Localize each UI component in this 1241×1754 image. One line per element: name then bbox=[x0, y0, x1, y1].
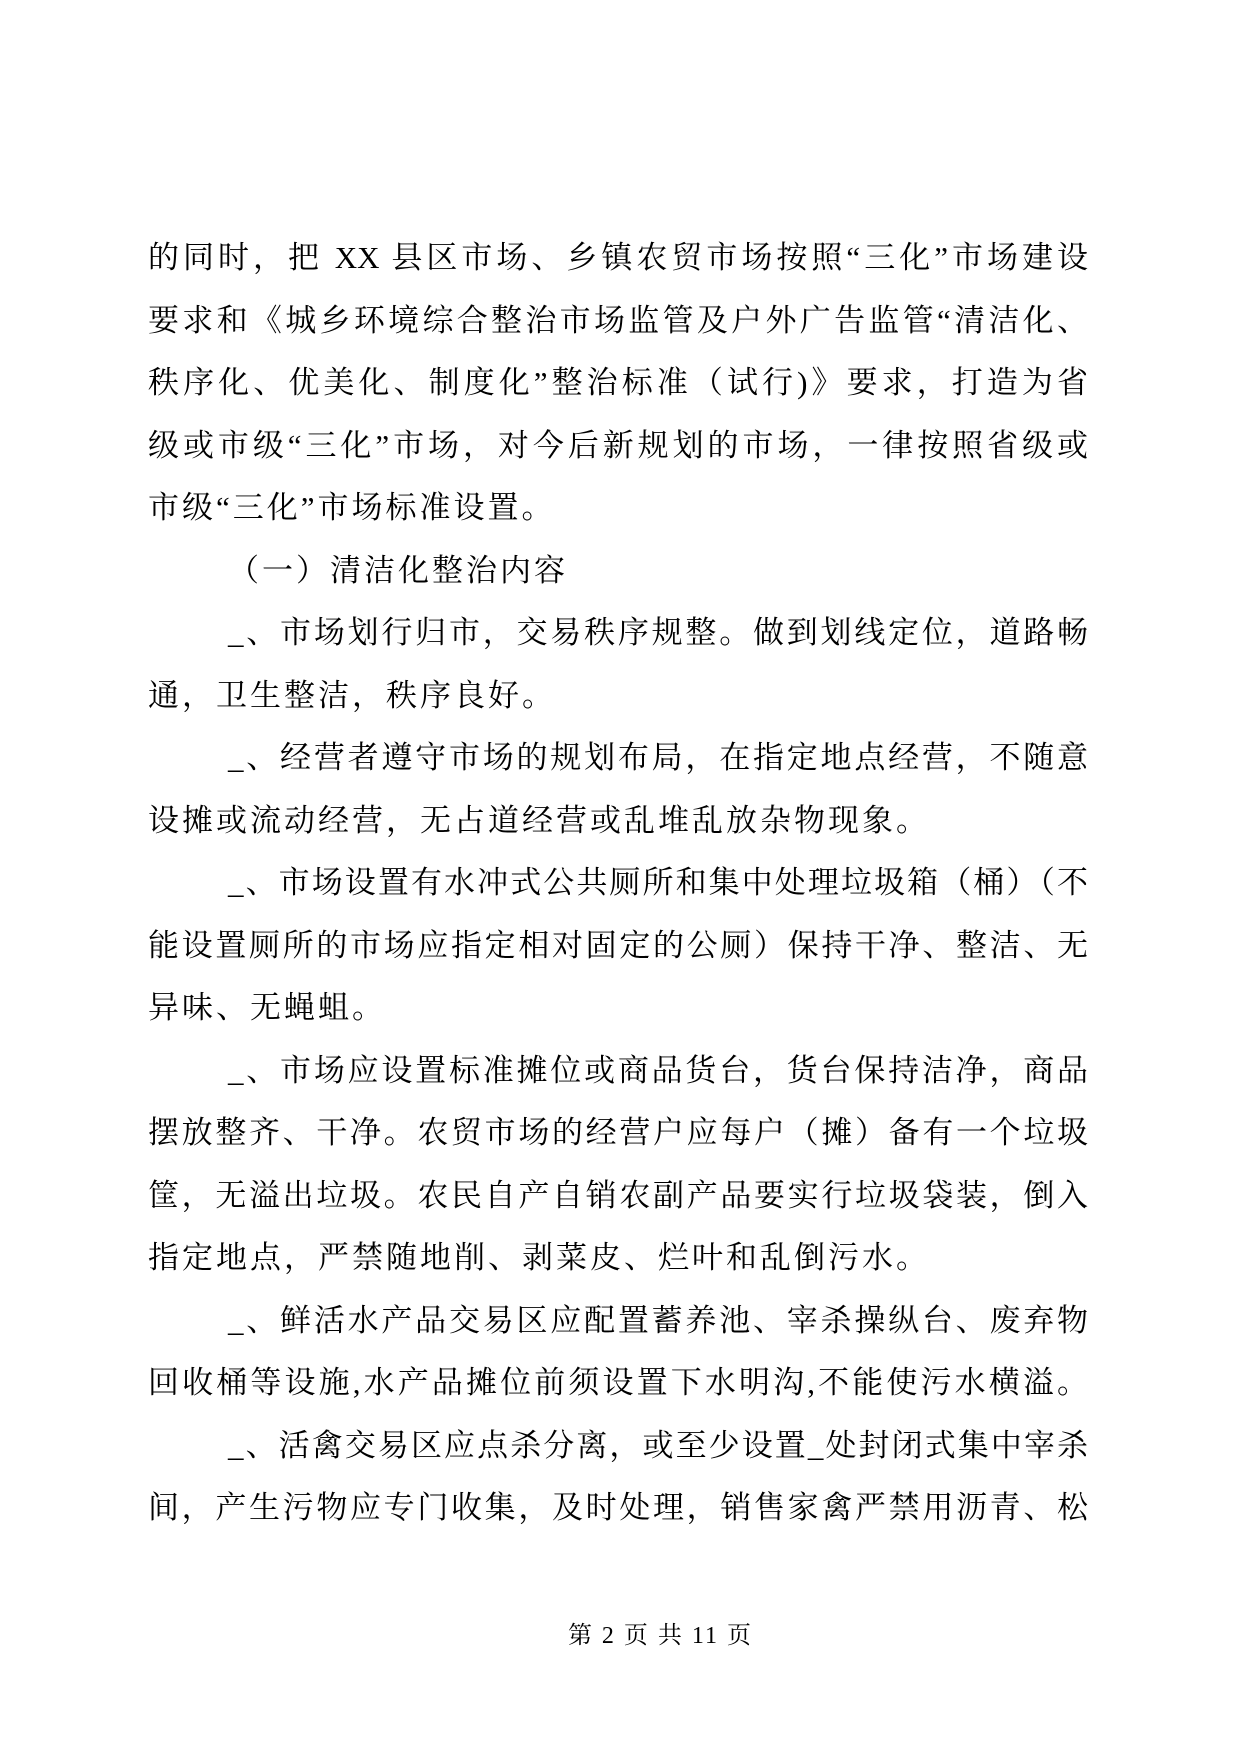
page-footer bbox=[40, 1621, 1241, 1651]
text-line: 指定地点，严禁随地削、剥菜皮、烂叶和乱倒污水。 bbox=[148, 1240, 930, 1275]
text-line: （一）清洁化整治内容 bbox=[228, 552, 568, 588]
text-line: 摆放整齐、干净。农贸市场的经营户应每户（摊）备有一个垃圾 bbox=[148, 1115, 1088, 1150]
text-line: 间，产生污物应专门收集，及时处理，销售家禽严禁用沥青、松 bbox=[148, 1490, 1088, 1525]
text-line: 的同时，把 XX 县区市场、乡镇农贸市场按照“三化”市场建设 bbox=[148, 240, 1088, 275]
text-line: _、市场设置有水冲式公共厕所和集中处理垃圾箱（桶）（不 bbox=[228, 865, 1088, 900]
text-line: _、市场划行归市，交易秩序规整。做到划线定位，道路畅 bbox=[228, 615, 1088, 650]
text-line: 筐，无溢出垃圾。农民自产自销农副产品要实行垃圾袋装，倒入 bbox=[148, 1177, 1088, 1213]
text-line: _、活禽交易区应点杀分离，或至少设置_处封闭式集中宰杀 bbox=[228, 1427, 1088, 1463]
text-line: 设摊或流动经营，无占道经营或乱堆乱放杂物现象。 bbox=[148, 802, 930, 838]
text-line: 能设置厕所的市场应指定相对固定的公厕）保持干净、整洁、无 bbox=[148, 927, 1088, 963]
text-line: 回收桶等设施,水产品摊位前须设置下水明沟,不能使污水横溢。 bbox=[148, 1365, 1088, 1400]
text-line: 级或市级“三化”市场，对今后新规划的市场，一律按照省级或 bbox=[148, 427, 1088, 463]
document-body bbox=[148, 227, 1088, 1540]
page-number-label: 第 2 页 共 11 页 bbox=[567, 1623, 754, 1649]
text-line: 要求和《城乡环境综合整治市场监管及户外广告监管“清洁化、 bbox=[148, 302, 1088, 338]
text-line: _、经营者遵守市场的规划布局，在指定地点经营，不随意 bbox=[228, 740, 1088, 775]
text-line: 秩序化、优美化、制度化”整治标准（试行)》要求，打造为省 bbox=[148, 365, 1088, 400]
text-line: 市级“三化”市场标准设置。 bbox=[148, 490, 556, 525]
text-line: _、市场应设置标准摊位或商品货台，货台保持洁净，商品 bbox=[228, 1052, 1088, 1088]
text-line: 通，卫生整洁，秩序良好。 bbox=[148, 677, 556, 713]
text-line: _、鲜活水产品交易区应配置蓄养池、宰杀操纵台、废弃物 bbox=[228, 1302, 1088, 1338]
text-line: 异味、无蝇蛆。 bbox=[148, 990, 386, 1025]
